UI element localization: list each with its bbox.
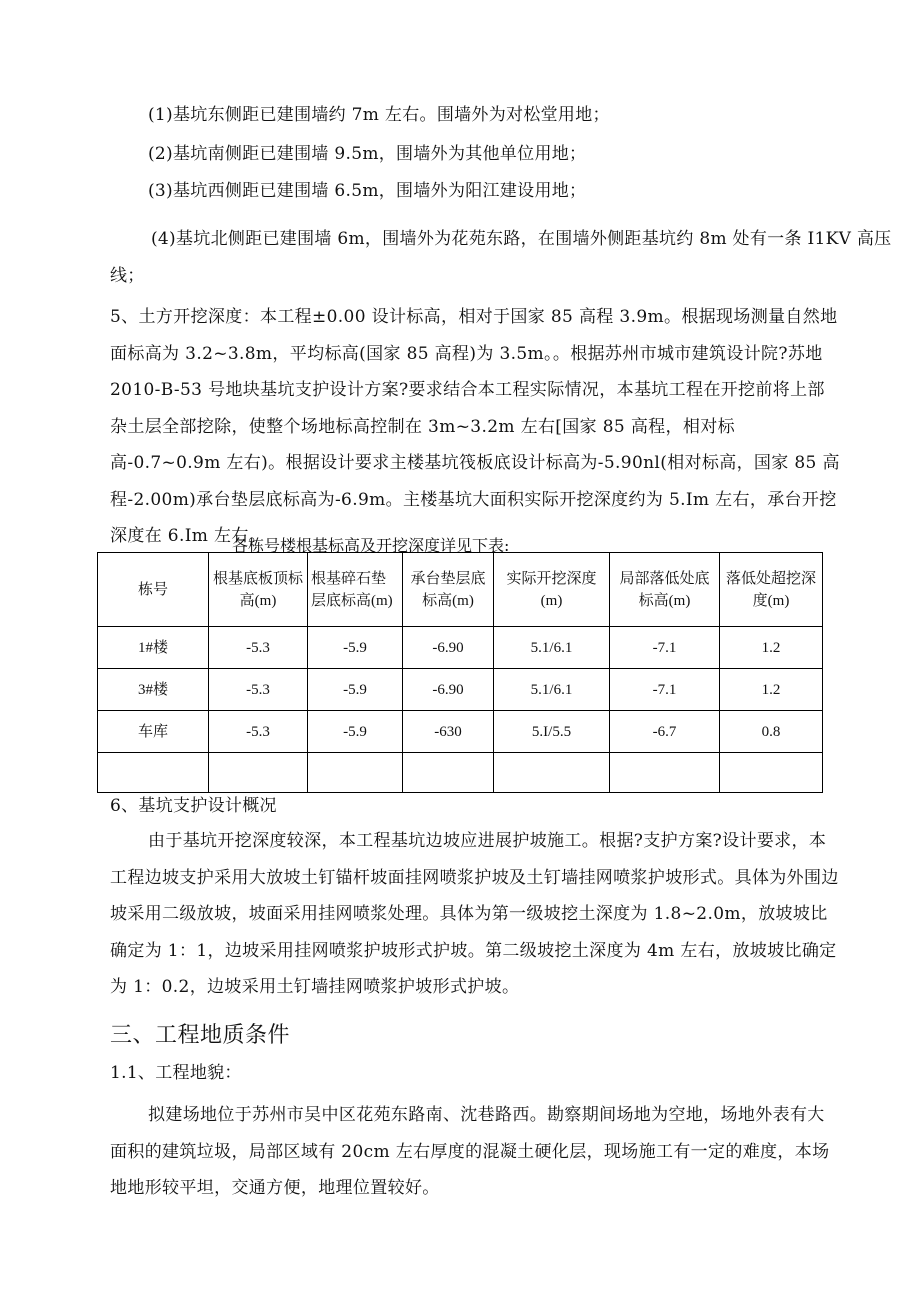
- table-row-empty: [98, 753, 823, 793]
- item-south: (2)基坑南侧距已建围墙 9.5m，围墙外为其他单位用地；: [148, 144, 587, 164]
- item-west: (3)基坑西侧距已建围墙 6.5m，围墙外为阳江建设用地；: [148, 181, 587, 201]
- table-cell: [720, 753, 823, 793]
- item-north-line1: (4)基坑北侧距已建围墙 6m，围墙外为花苑东路，在围墙外侧距基坑约 8m 处有一条 I1KV 高压: [151, 229, 892, 249]
- table-header-cell: 实际开挖深度(m): [494, 553, 610, 627]
- table-header-row: [98, 553, 823, 627]
- table-header-cell: 局部落低处底标高(m): [610, 553, 720, 627]
- section3-subheading: 1.1、工程地貌：: [110, 1063, 242, 1083]
- table-cell: 5.1/6.1: [494, 669, 610, 711]
- table-header-cell: 承台垫层底标高(m): [403, 553, 494, 627]
- table-cell: 车库: [98, 711, 209, 753]
- table-cell: -6.7: [610, 711, 720, 753]
- table-cell: [610, 753, 720, 793]
- section6-paragraph: 由于基坑开挖深度较深，本工程基坑边坡应进展护坡施工。根据?支护方案?设计要求，本工程边坡支护采用大放坡土钉锚杆坡面挂网喷浆护坡及土钉墙挂网喷浆护坡形式。具体为外围边坡采用二级放坡，坡面采用挂网喷浆处理。具体为第一级坡挖土深度为 1.8~2.0m，放坡坡比确定为 1：1，边坡采用挂网喷浆护坡形式护坡。第二级坡挖土深度为 4m 左右，放坡坡比确定为 1：0.2，边坡采用土钉墙挂网喷浆护坡形式护坡。: [110, 831, 839, 997]
- table-cell: 1.2: [720, 669, 823, 711]
- table-header-cell: 根基底板顶标高(m): [209, 553, 308, 627]
- section5-paragraph: 5、土方开挖深度：本工程±0.00 设计标高，相对于国家 85 高程 3.9m。根据现场测量自然地面标高为 3.2~3.8m，平均标高(国家 85 高程)为 3.5m。。根据苏州市城市建筑设计院?苏地 2010-B-53 号地块基坑支护设计方案?要求结合本工程实际情况，本基坑工程在开挖前将上部杂土层全部挖除，使整个场地标高控制在 3m~3.2m 左右[国家 85 高程，相对标高-0.7~0.9m 左右)。根据设计要求主楼基坑筏板底设计标高为-5.90nl(相对标高，国家 85 高程-2.00m)承台垫层底标高为-6.9m。主楼基坑大面积实际开挖深度约为 5.Im 左右，承台开挖深度在 6.Im 左右。: [110, 307, 840, 546]
- table-cell: -5.3: [209, 669, 308, 711]
- table-cell: -5.3: [209, 627, 308, 669]
- table-cell: 1.2: [720, 627, 823, 669]
- depth-table: [97, 552, 823, 793]
- table-header-cell: 栋号: [98, 553, 209, 627]
- table-cell: -5.9: [308, 711, 403, 753]
- table-cell: -5.3: [209, 711, 308, 753]
- table-cell: -5.9: [308, 669, 403, 711]
- table-cell: -6.90: [403, 627, 494, 669]
- section3-paragraph: 拟建场地位于苏州市吴中区花苑东路南、沈巷路西。勘察期间场地为空地，场地外表有大面积的建筑垃圾，局部区域有 20cm 左右厚度的混凝土硬化层，现场施工有一定的难度，本场地地形较平坦，交通方便，地理位置较好。: [110, 1105, 830, 1198]
- table-cell: [308, 753, 403, 793]
- table-row: [98, 711, 823, 753]
- table-cell: 3#楼: [98, 669, 209, 711]
- section3-heading: 三、工程地质条件: [110, 1023, 291, 1048]
- table-cell: -7.1: [610, 669, 720, 711]
- table-cell: 0.8: [720, 711, 823, 753]
- table-cell: [494, 753, 610, 793]
- table-cell: 1#楼: [98, 627, 209, 669]
- table-header-cell: 落低处超挖深度(m): [720, 553, 823, 627]
- table-cell: 5.I/5.5: [494, 711, 610, 753]
- table-cell: [209, 753, 308, 793]
- table-row: [98, 627, 823, 669]
- section6-title: 6、基坑支护设计概况: [110, 796, 277, 816]
- table-cell: 5.1/6.1: [494, 627, 610, 669]
- table-caption: 各栋号楼根基标高及开挖深度详见下表:: [232, 536, 510, 555]
- table-cell: [98, 753, 209, 793]
- table-cell: -5.9: [308, 627, 403, 669]
- table-cell: -6.90: [403, 669, 494, 711]
- item-north-line2: 线；: [110, 266, 145, 286]
- table-header-cell: 根基碎石垫层底标高(m): [308, 553, 403, 627]
- table-cell: -7.1: [610, 627, 720, 669]
- table-cell: [403, 753, 494, 793]
- table-cell: -630: [403, 711, 494, 753]
- item-east: (1)基坑东侧距已建围墙约 7m 左右。围墙外为对松堂用地；: [148, 105, 610, 125]
- table-row: [98, 669, 823, 711]
